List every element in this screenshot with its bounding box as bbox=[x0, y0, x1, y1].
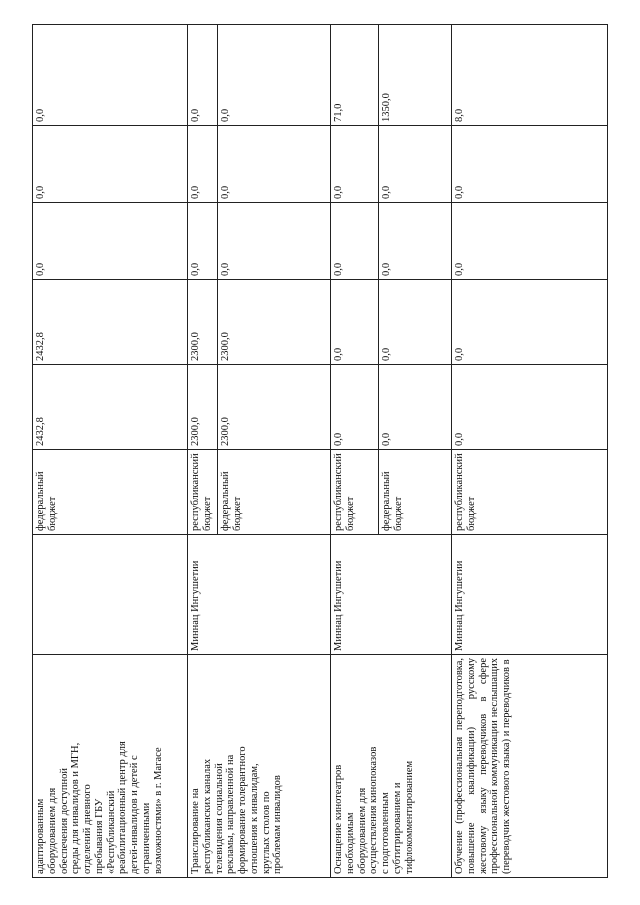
year4-cell: 0,0 bbox=[33, 25, 188, 126]
table-row bbox=[33, 25, 188, 878]
total-cell: 2300,0 bbox=[218, 365, 331, 450]
source-cell: федеральный бюджет bbox=[218, 450, 331, 535]
total-cell: 0,0 bbox=[331, 365, 379, 450]
source-cell: федеральный бюджет bbox=[379, 450, 452, 535]
year2-cell: 0,0 bbox=[218, 203, 331, 280]
year1-cell: 0,0 bbox=[331, 280, 379, 365]
executor-cell bbox=[33, 535, 188, 655]
total-cell: 2300,0 bbox=[188, 365, 218, 450]
year2-cell: 0,0 bbox=[33, 203, 188, 280]
source-cell: республиканский бюджет bbox=[331, 450, 379, 535]
year4-cell: 71,0 bbox=[331, 25, 379, 126]
year4-cell: 0,0 bbox=[188, 25, 218, 126]
year2-cell: 0,0 bbox=[331, 203, 379, 280]
year1-cell: 0,0 bbox=[379, 280, 452, 365]
year2-cell: 0,0 bbox=[452, 203, 608, 280]
event-cell: Обучение (профессиональная переподготовка, повышение квалификации) русскому жестовому языку переводчиков в сфере профессиональной коммуникации неслышащих (переводчик жестового языка) и переводчиков в bbox=[452, 655, 608, 878]
total-cell: 0,0 bbox=[379, 365, 452, 450]
year3-cell: 0,0 bbox=[452, 126, 608, 203]
year1-cell: 0,0 bbox=[452, 280, 608, 365]
year4-cell: 0,0 bbox=[218, 25, 331, 126]
event-cell: Оснащение кинотеатров необходимым оборудованием для осуществления кинопоказов с подготовленным субтитрированием и тифлокомментированием bbox=[331, 655, 452, 878]
source-cell: республиканский бюджет bbox=[188, 450, 218, 535]
year2-cell: 0,0 bbox=[379, 203, 452, 280]
source-cell: федеральный бюджет bbox=[33, 450, 188, 535]
event-cell: адаптированным оборудованием для обеспечения доступной среды для инвалидов и МГН, отделений дневного пребывания ГБУ «Республиканский реабилитационный центр для детей-инвалидов и детей с ограниченными возможностями» в г. Магасе bbox=[33, 655, 188, 878]
year1-cell: 2432,8 bbox=[33, 280, 188, 365]
year1-cell: 2300,0 bbox=[188, 280, 218, 365]
year4-cell: 1350,0 bbox=[379, 25, 452, 126]
rotated-table-page bbox=[32, 25, 607, 878]
year4-cell: 8,0 bbox=[452, 25, 608, 126]
event-cell: Транслирование на республиканских каналах телевидения социальной рекламы, направленной на формирование толерантного отношения к инвалидам, круглых столов по проблемам инвалидов bbox=[188, 655, 331, 878]
executor-cell: Миннац Ингушетии bbox=[331, 535, 452, 655]
total-cell: 0,0 bbox=[452, 365, 608, 450]
budget-table bbox=[32, 24, 608, 878]
year2-cell: 0,0 bbox=[188, 203, 218, 280]
table-row bbox=[188, 25, 218, 878]
year3-cell: 0,0 bbox=[218, 126, 331, 203]
executor-cell: Миннац Ингушетии bbox=[452, 535, 608, 655]
year3-cell: 0,0 bbox=[33, 126, 188, 203]
source-cell: республиканский бюджет bbox=[452, 450, 608, 535]
year1-cell: 2300,0 bbox=[218, 280, 331, 365]
total-cell: 2432,8 bbox=[33, 365, 188, 450]
year3-cell: 0,0 bbox=[188, 126, 218, 203]
year3-cell: 0,0 bbox=[331, 126, 379, 203]
year3-cell: 0,0 bbox=[379, 126, 452, 203]
table-row bbox=[331, 25, 379, 878]
executor-cell: Миннац Ингушетии bbox=[188, 535, 331, 655]
table-row bbox=[452, 25, 608, 878]
